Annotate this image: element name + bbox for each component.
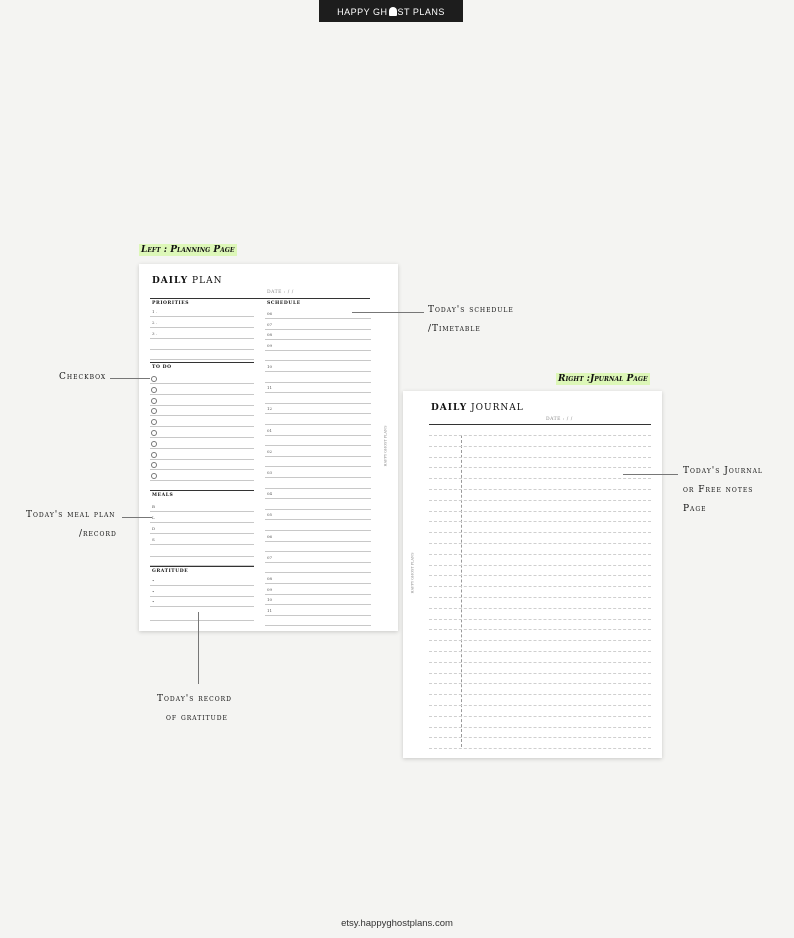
gratitude-callout-line1: Today's record [157,694,232,704]
journal-line [429,478,651,479]
schedule-time: 09 [267,586,273,592]
meal-leader-line [122,517,152,518]
priority-line [150,359,254,360]
priority-number: 3 . [152,331,158,336]
schedule-time: 06 [267,311,273,316]
journal-line [429,608,651,609]
journal-line [429,543,651,544]
todo-header: TO DO [152,365,172,370]
meal-label: B [152,504,155,509]
journal-line [429,532,651,533]
schedule-line [265,594,371,595]
brand-logo [319,0,463,22]
journal-line [429,457,651,458]
journal-line [429,489,651,490]
journal-line [429,565,651,566]
gratitude-leader-line [198,612,199,684]
schedule-line [265,488,371,489]
schedule-line [265,551,371,552]
todo-checkbox-icon [151,452,157,458]
meal-label: S [152,537,155,542]
brand-text-left: HAPPY GH [337,7,388,17]
gratitude-header: GRATITUDE [152,569,189,574]
schedule-time: 06 [267,533,273,539]
journal-line [429,673,651,674]
schedule-callout-line1: Today's schedule [428,305,514,315]
ghost-icon [389,7,397,16]
journal-line [429,748,651,749]
meal-line [150,565,254,566]
priority-number: 2 . [152,320,158,325]
schedule-line [265,509,371,510]
schedule-callout-line2: /Timetable [428,324,481,334]
journal-line [429,467,651,468]
schedule-line [265,615,371,616]
todo-line [150,437,254,438]
schedule-line [265,572,371,573]
schedule-line [265,519,371,520]
schedule-time: 12 [267,406,273,412]
schedule-line [265,445,371,446]
journal-line [429,651,651,652]
journal-line [429,683,651,684]
schedule-line [265,541,371,542]
plan-date-label: DATE : / / [267,290,294,295]
plan-header-rule [150,298,370,299]
todo-checkbox-icon [151,398,157,404]
journal-line [429,597,651,598]
journal-leader-line [623,474,678,475]
checkbox-leader-line [110,378,150,379]
journal-callout-line1: Today's Journal [683,466,763,476]
journal-margin-line [461,435,462,747]
schedule-line [265,392,371,393]
meal-line [150,522,254,523]
journal-callout-line2: or Free notes [683,485,754,495]
journal-date-label: DATE : / / [546,417,573,422]
schedule-line [265,435,371,436]
schedule-line [265,403,371,404]
schedule-time: 03 [267,470,273,475]
schedule-time: 09 [267,342,273,348]
gratitude-line [150,596,254,597]
schedule-time: 10 [267,364,273,369]
schedule-line [265,339,371,340]
schedule-time: 11 [267,607,273,613]
priority-line [150,327,254,328]
schedule-line [265,424,371,425]
schedule-time: 07 [267,554,273,560]
todo-checkbox-icon [151,462,157,468]
journal-line [429,705,651,706]
schedule-time: 01 [267,427,273,433]
schedule-line [265,371,371,372]
schedule-time: 08 [267,332,273,338]
todo-checkbox-icon [151,408,157,414]
journal-line [429,716,651,717]
journal-line [429,727,651,728]
todo-line [150,405,254,406]
brand-text-right: ST PLANS [397,7,445,17]
meal-line [150,556,254,557]
todo-line [150,480,254,481]
schedule-time: 07 [267,321,273,327]
todo-checkbox-icon [151,441,157,447]
schedule-line [265,382,371,383]
journal-line [429,446,651,447]
schedule-line [265,360,371,361]
todo-checkbox-icon [151,376,157,382]
journal-title: DAILY JOURNAL [431,403,524,413]
schedule-time: 04 [267,491,273,497]
todo-checkbox-icon [151,430,157,436]
gratitude-bullet: • [152,599,155,604]
schedule-time: 10 [267,597,273,603]
gratitude-bullet: • [152,578,155,583]
daily-plan-page [139,264,398,631]
journal-line [429,629,651,630]
meal-callout-line2: /record [79,529,117,539]
schedule-line [265,477,371,478]
journal-line [429,694,651,695]
gratitude-line [150,585,254,586]
todo-line [150,459,254,460]
gratitude-line [150,606,254,607]
schedule-line [265,530,371,531]
journal-line [429,619,651,620]
journal-header-rule [429,424,651,425]
priority-number: 1 . [152,309,158,314]
priority-line [150,316,254,317]
priority-line [150,349,254,350]
schedule-line [265,625,371,626]
meal-callout-line1: Today's meal plan [26,510,116,520]
journal-line [429,662,651,663]
schedule-time: 05 [267,512,273,518]
schedule-line [265,604,371,605]
schedule-time: 11 [267,385,273,391]
meal-label: D [152,526,156,531]
journal-line [429,511,651,512]
journal-line [429,737,651,738]
meals-rule [150,490,254,491]
todo-line [150,394,254,395]
journal-line [429,435,651,436]
schedule-line [265,350,371,351]
checkbox-callout: Checkbox [59,372,107,382]
todo-checkbox-icon [151,419,157,425]
plan-spine-text: HAPPY GHOST PLANS [383,425,388,467]
todo-rule [150,362,254,363]
meal-line [150,533,254,534]
todo-line [150,469,254,470]
journal-spine-text: HAPPY GHOST PLANS [410,552,415,594]
priorities-header: PRIORITIES [152,301,190,306]
priority-line [150,338,254,339]
plan-title: DAILY PLAN [152,276,223,286]
gratitude-callout-line2: of gratitude [166,713,228,723]
schedule-leader-line [352,312,424,313]
schedule-header: SCHEDULE [267,301,301,306]
meal-label: L [152,515,155,520]
journal-callout-line3: Page [683,504,707,514]
schedule-line [265,583,371,584]
gratitude-line [150,620,254,621]
footer-url: etsy.happyghostplans.com [341,918,453,929]
schedule-line [265,466,371,467]
schedule-line [265,456,371,457]
todo-checkbox-icon [151,387,157,393]
todo-line [150,426,254,427]
todo-line [150,383,254,384]
left-page-tag: Left : Planning Page [141,245,235,255]
todo-line [150,415,254,416]
todo-checkbox-icon [151,473,157,479]
schedule-line [265,413,371,414]
journal-line [429,554,651,555]
schedule-line [265,562,371,563]
todo-line [150,448,254,449]
schedule-time: 02 [267,448,273,454]
right-page-tag: Right :Jpurnal Page [558,374,648,384]
journal-line [429,500,651,501]
schedule-line [265,318,371,319]
schedule-line [265,498,371,499]
gratitude-rule [150,566,254,567]
journal-line [429,640,651,641]
gratitude-bullet: • [152,588,155,594]
journal-line [429,575,651,576]
journal-line [429,586,651,587]
daily-journal-page [403,391,662,758]
schedule-time: 08 [267,576,273,581]
meal-line [150,511,254,512]
schedule-line [265,329,371,330]
meal-line [150,544,254,545]
meals-header: MEALS [152,493,174,498]
journal-line [429,521,651,522]
